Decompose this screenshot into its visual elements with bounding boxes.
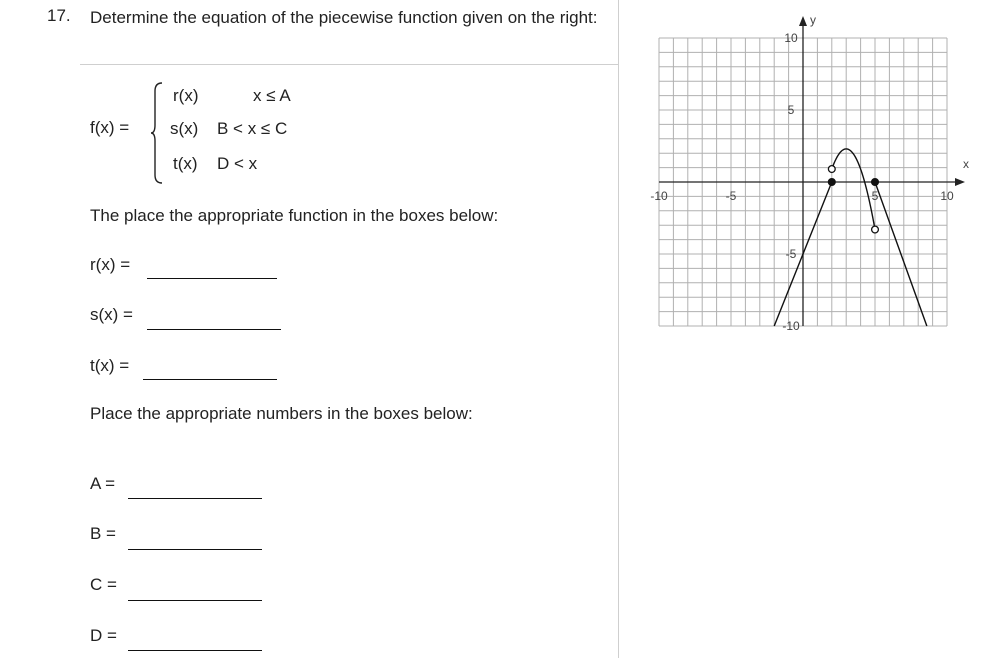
question-text: Determine the equation of the piecewise function given on the right:: [90, 8, 598, 27]
b-field-label: B =: [90, 524, 116, 543]
y-axis-arrow-icon: [799, 16, 807, 26]
t-field-label: t(x) =: [90, 356, 130, 375]
s-function-input[interactable]: [147, 305, 281, 330]
y-tick-label: 5: [787, 103, 795, 117]
s-field-label: s(x) =: [90, 305, 133, 324]
closed-dot-icon: [828, 179, 835, 186]
x-axis-label: x: [963, 157, 969, 171]
piecewise-cond-t: D < x: [217, 154, 258, 173]
r-field-label: r(x) =: [90, 255, 131, 274]
c-number-input[interactable]: [128, 576, 262, 601]
piecewise-func-t: t(x): [173, 154, 198, 173]
piecewise-graph: [650, 8, 975, 338]
a-number-input[interactable]: [128, 474, 262, 499]
c-field-label: C =: [90, 575, 117, 594]
t-function-input[interactable]: [143, 355, 277, 380]
x-tick-label: 10: [940, 189, 954, 203]
x-tick-label: -10: [650, 189, 668, 203]
y-tick-label: 10: [784, 31, 798, 45]
piecewise-cond-r: x ≤ A: [253, 86, 291, 105]
piecewise-cond-s: B < x ≤ C: [217, 119, 288, 138]
y-tick-label: -10: [782, 319, 800, 333]
axes: [659, 13, 969, 326]
a-field-label: A =: [90, 474, 116, 493]
y-tick-label: -5: [785, 247, 797, 261]
x-tick-label: -5: [725, 189, 737, 203]
open-dot-icon: [872, 226, 879, 233]
piecewise-lhs: f(x) =: [90, 118, 130, 137]
d-field-label: D =: [90, 626, 117, 645]
b-number-input[interactable]: [128, 525, 262, 550]
d-number-input[interactable]: [128, 626, 262, 651]
piecewise-func-r: r(x): [173, 86, 199, 105]
x-tick-label: 5: [871, 189, 879, 203]
functions-instruction: The place the appropriate function in the boxes below:: [90, 206, 499, 225]
left-brace-icon: [150, 81, 164, 185]
parabola-arc: [832, 149, 875, 230]
piecewise-func-s: s(x): [170, 119, 199, 138]
x-axis-arrow-icon: [955, 178, 965, 186]
y-axis-label: y: [810, 13, 816, 27]
numbers-instruction: Place the appropriate numbers in the boxes below:: [90, 404, 473, 423]
open-dot-icon: [828, 166, 835, 173]
question-number: 17.: [47, 6, 71, 25]
r-function-input[interactable]: [147, 254, 277, 279]
divider: [80, 64, 618, 65]
column-divider: [618, 0, 619, 658]
closed-dot-icon: [872, 179, 879, 186]
